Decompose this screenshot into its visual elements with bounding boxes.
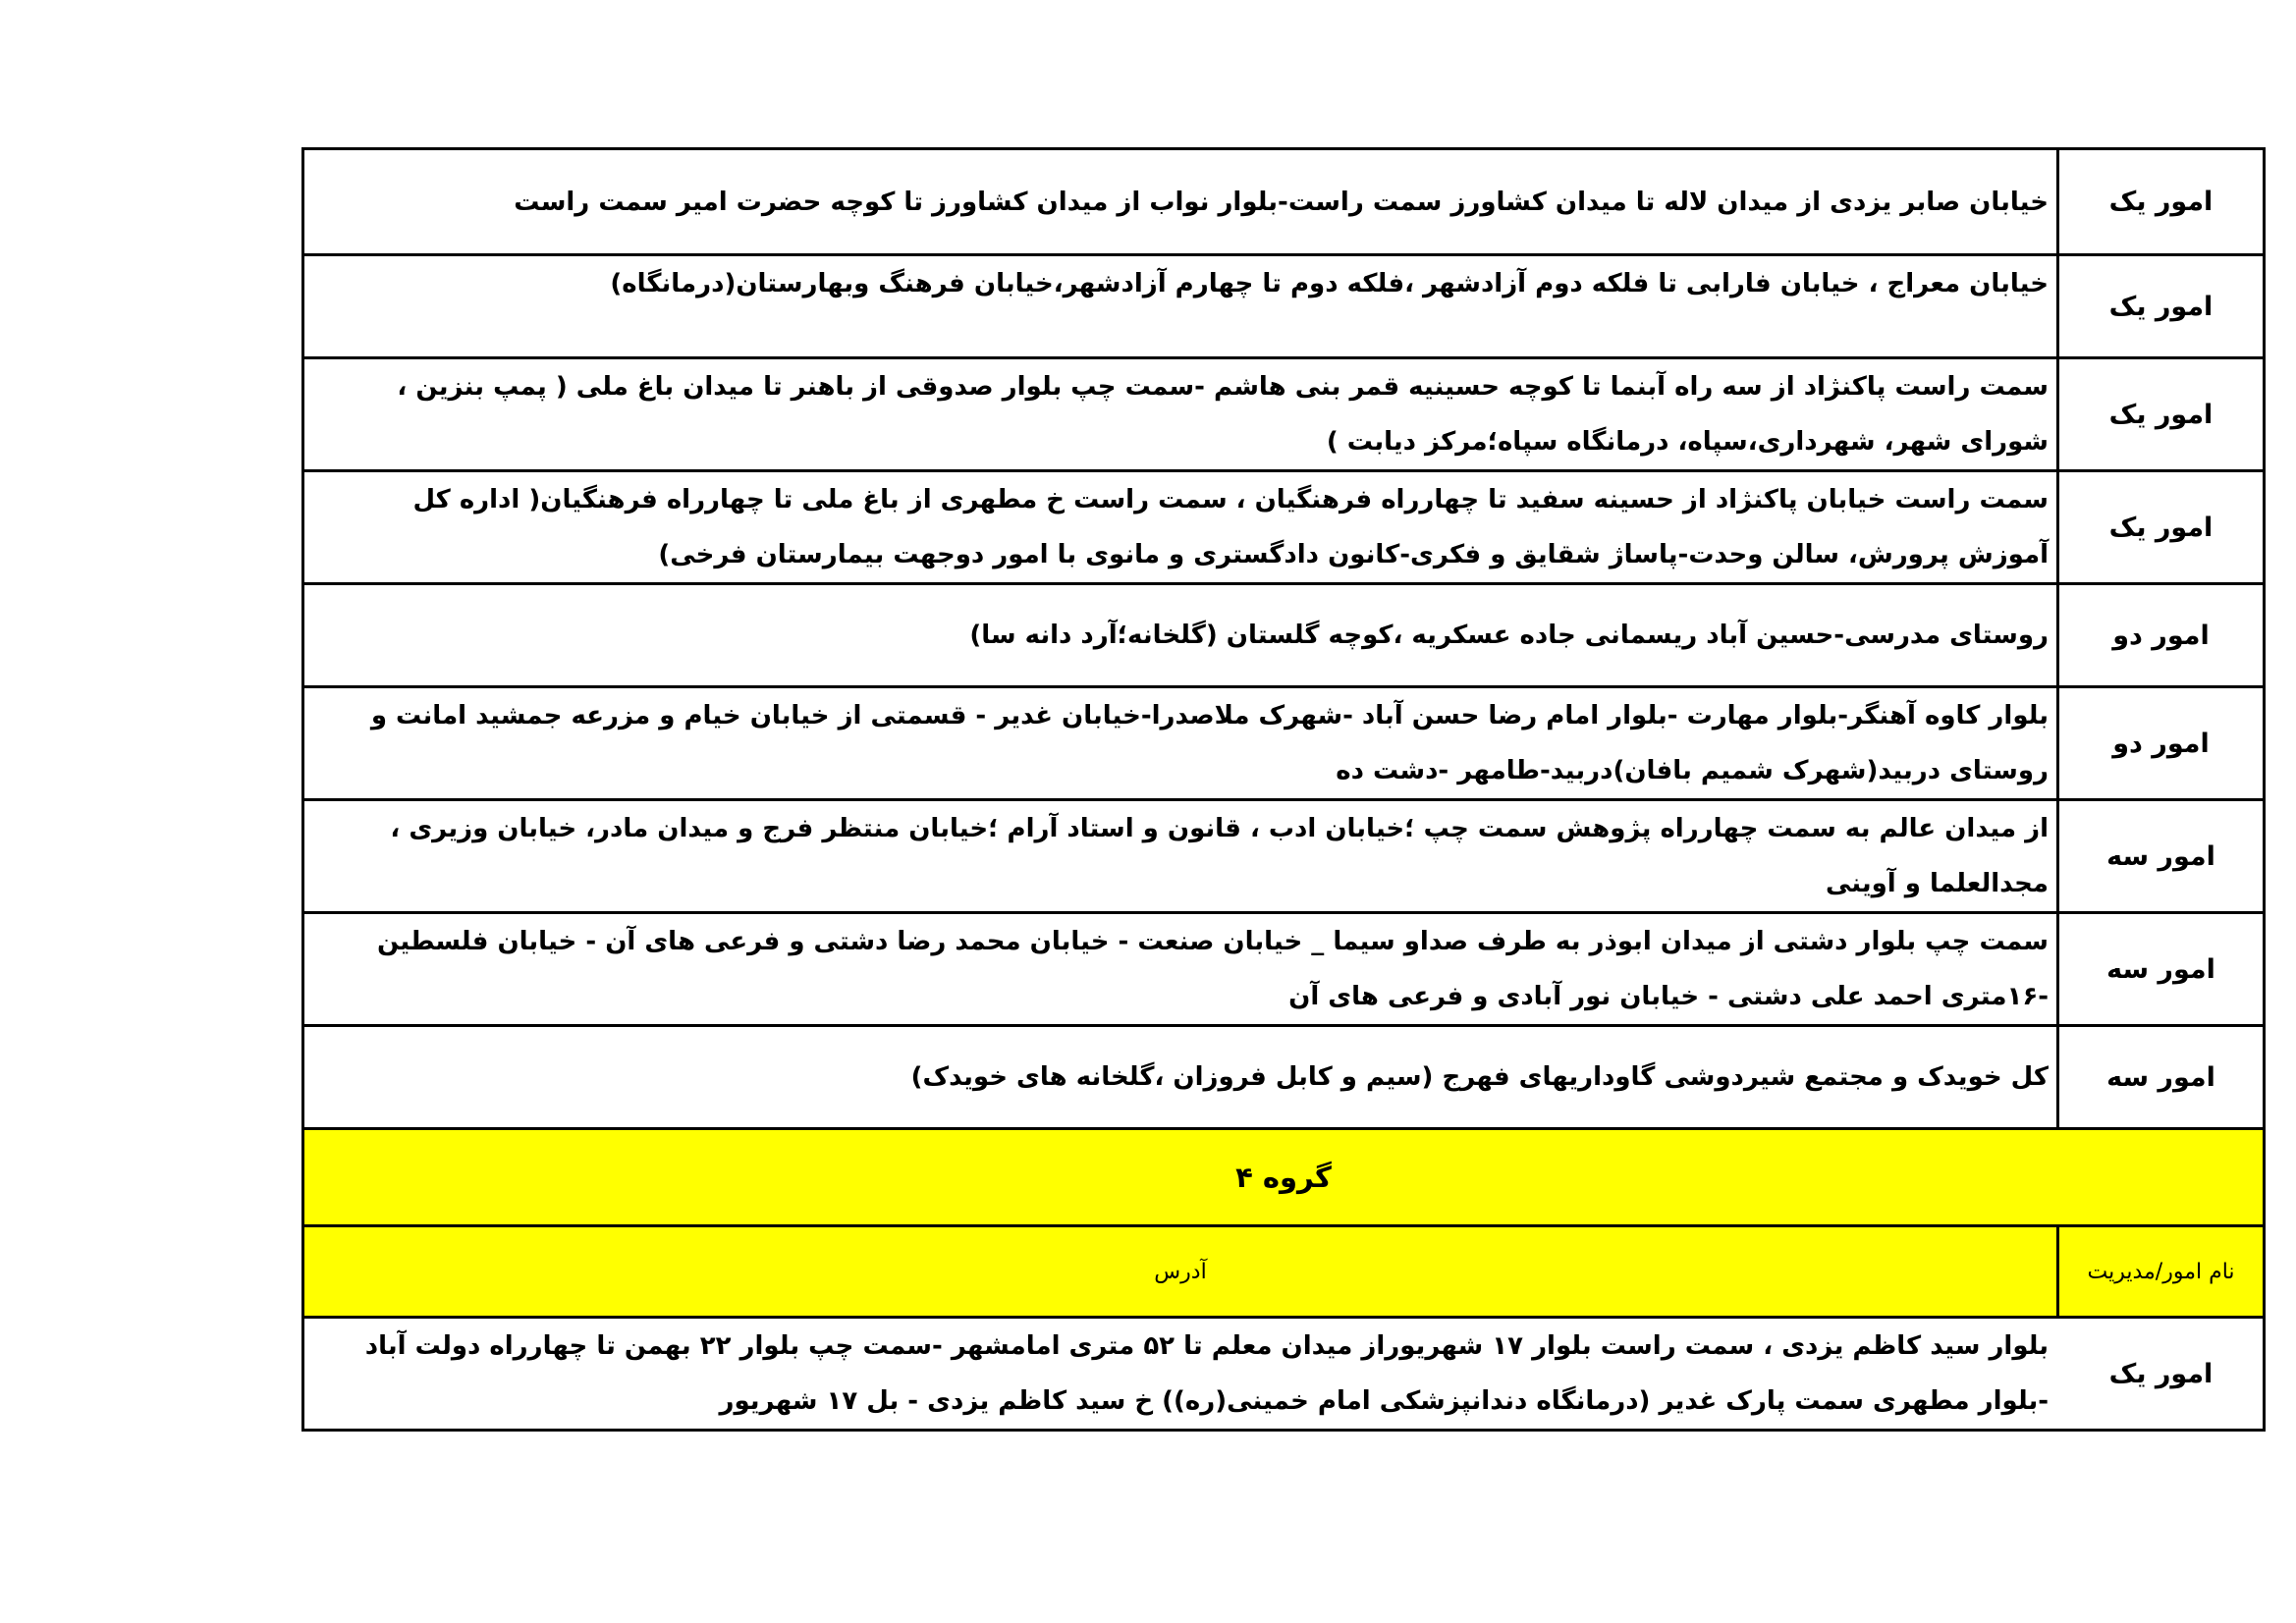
table-row	[303, 255, 2265, 358]
table-row	[303, 358, 2265, 471]
group-title-row	[303, 1129, 2265, 1226]
address-cell: سمت چپ بلوار دشتی از میدان ابوذر به طرف صداو سیما _ خیابان صنعت - خیابان محمد رضا دشتی و فرعی های آن - خیابان فلسطین -۱۶متری احمد علی دشتی - خیابان نور آبادی و فرعی های آن	[303, 913, 2058, 1026]
address-cell: خیابان صابر یزدی از میدان لاله تا میدان کشاورز سمت راست-بلوار نواب از میدان کشاورز تا کوچه حضرت امیر سمت راست	[303, 149, 2058, 255]
dept-cell: امور یک	[2058, 149, 2265, 255]
dept-cell: امور یک	[2058, 358, 2265, 471]
dept-cell: امور سه	[2058, 913, 2265, 1026]
schedule-sheet	[301, 147, 2266, 1432]
dept-cell: امور یک	[2058, 1318, 2265, 1431]
address-cell: کل خویدک و مجتمع شیردوشی گاوداریهای فهرج (سیم و کابل فروزان ،گلخانه های خویدک)	[303, 1026, 2058, 1129]
address-table	[301, 147, 2266, 1432]
dept-cell: امور دو	[2058, 584, 2265, 687]
table-row	[303, 800, 2265, 913]
dept-cell: امور سه	[2058, 1026, 2265, 1129]
dept-cell: امور دو	[2058, 687, 2265, 800]
table-row	[303, 584, 2265, 687]
table-row	[303, 687, 2265, 800]
group-title: گروه ۴	[303, 1129, 2265, 1226]
table-row	[303, 913, 2265, 1026]
table-row	[303, 1318, 2265, 1431]
address-cell: خیابان معراج ، خیابان فارابی تا فلکه دوم آزادشهر ،فلکه دوم تا چهارم آزادشهر،خیابان فرهنگ وبهارستان(درمانگاه)	[303, 255, 2058, 358]
address-column-header: آدرس	[303, 1226, 2058, 1318]
dept-column-header: نام امور/مدیریت	[2058, 1226, 2265, 1318]
dept-cell: امور سه	[2058, 800, 2265, 913]
address-cell: سمت راست پاکنژاد از سه راه آبنما تا کوچه حسینیه قمر بنی هاشم -سمت چپ بلوار صدوقی از باهنر تا میدان باغ ملی ( پمپ بنزین ، شورای شهر، شهرداری،سپاه، درمانگاه سپاه؛مرکز دیابت )	[303, 358, 2058, 471]
table-row	[303, 149, 2265, 255]
table-row	[303, 471, 2265, 584]
table-row	[303, 1026, 2265, 1129]
address-cell: روستای مدرسی-حسین آباد ریسمانی جاده عسکریه ،کوچه گلستان (گلخانه؛آرد دانه سا)	[303, 584, 2058, 687]
address-cell: سمت راست خیابان پاکنژاد از حسینه سفید تا چهارراه فرهنگیان ، سمت راست خ مطهری از باغ ملی تا چهارراه فرهنگیان( اداره کل آموزش پرورش، سالن وحدت-پاساژ شقایق و فکری-کانون دادگستری و مانوی با امور دوجهت بیمارستان فرخی)	[303, 471, 2058, 584]
address-cell: بلوار کاوه آهنگر-بلوار مهارت -بلوار امام رضا حسن آباد -شهرک ملاصدرا-خیابان غدیر - قسمتی از خیابان خیام و مزرعه جمشید امانت و روستای دربید(شهرک شمیم بافان)دربید-طامهر -دشت ده	[303, 687, 2058, 800]
dept-cell: امور یک	[2058, 471, 2265, 584]
address-cell: بلوار سید کاظم یزدی ، سمت راست بلوار ۱۷ شهریوراز میدان معلم تا ۵۲ متری امامشهر -سمت چپ بلوار ۲۲ بهمن تا چهارراه دولت آباد -بلوار مطهری سمت پارک غدیر (درمانگاه دندانپزشکی امام خمینی(ره)) خ سید کاظم یزدی - بل ۱۷ شهریور	[303, 1318, 2058, 1431]
address-cell: از میدان عالم به سمت چهارراه پژوهش سمت چپ ؛خیابان ادب ، قانون و استاد آرام ؛خیابان منتظر فرج و میدان مادر، خیابان وزیری ، مجدالعلما و آوینی	[303, 800, 2058, 913]
header-row	[303, 1226, 2265, 1318]
dept-cell: امور یک	[2058, 255, 2265, 358]
